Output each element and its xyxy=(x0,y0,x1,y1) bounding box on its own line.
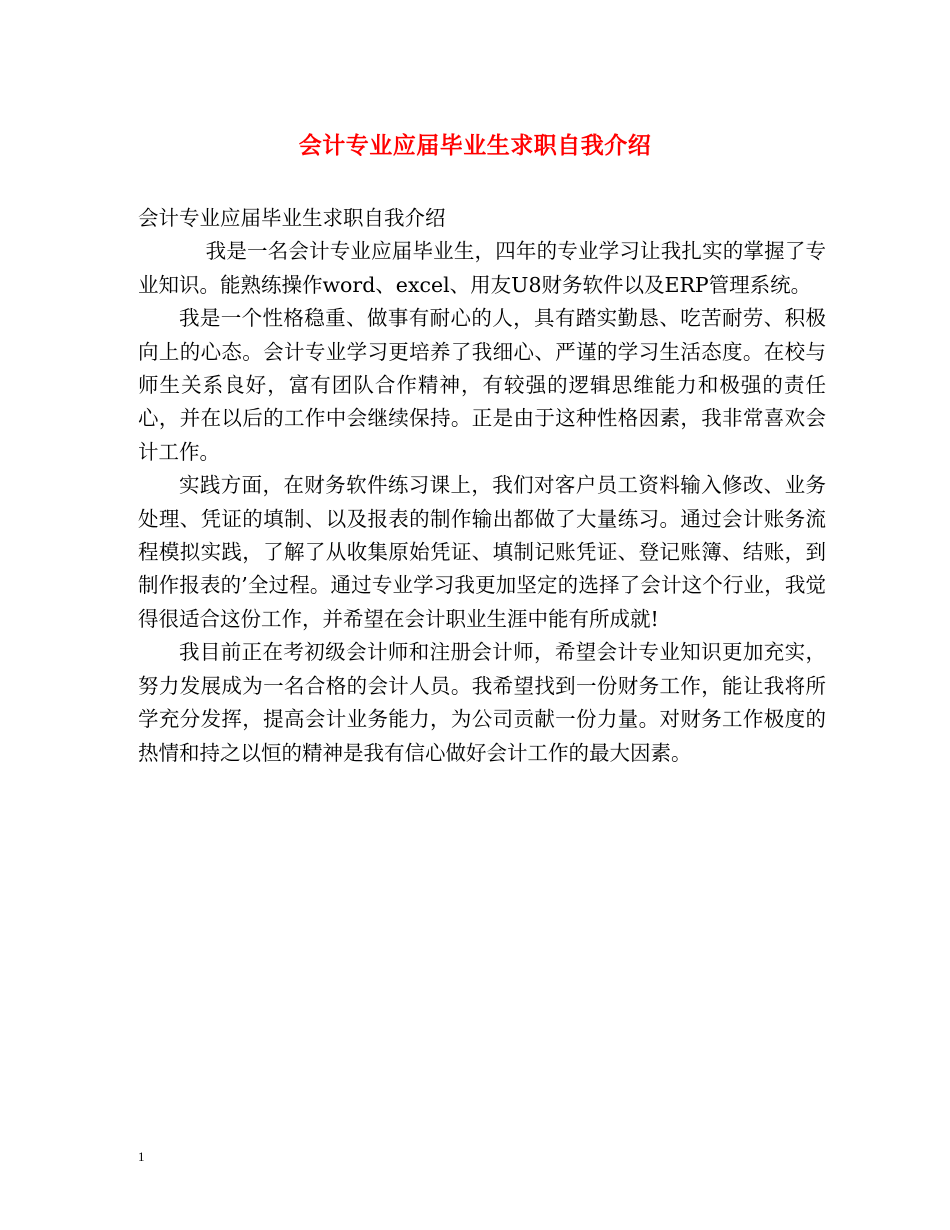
paragraph-3: 实践方面，在财务软件练习课上，我们对客户员工资料输入修改、业务处理、凭证的填制、以及报表的制作输出都做了大量练习。通过会计账务流程模拟实践，了解了从收集原始凭证、填制记账凭证、登记账簿、结账，到制作报表的’全过程。通过专业学习我更加坚定的选择了会计这个行业，我觉得很适合这份工作，并希望在会计职业生涯中能有所成就! xyxy=(138,473,826,631)
document-body xyxy=(138,202,826,770)
paragraph-2: 我是一个性格稳重、做事有耐心的人，具有踏实勤恳、吃苦耐劳、积极向上的心态。会计专业学习更培养了我细心、严谨的学习生活态度。在校与师生关系良好，富有团队合作精神，有较强的逻辑思维能力和极强的责任心，并在以后的工作中会继续保持。正是由于这种性格因素，我非常喜欢会计工作。 xyxy=(138,306,826,464)
paragraph-1: 我是一名会计专业应届毕业生，四年的专业学习让我扎实的掌握了专业知识。能熟练操作word、excel、用友U8财务软件以及ERP管理系统。 xyxy=(138,239,826,297)
paragraph-4: 我目前正在考初级会计师和注册会计师，希望会计专业知识更加充实，努力发展成为一名合格的会计人员。我希望找到一份财务工作，能让我将所学充分发挥，提高会计业务能力，为公司贡献一份力量。对财务工作极度的热情和持之以恒的精神是我有信心做好会计工作的最大因素。 xyxy=(138,640,826,765)
document-title: 会计专业应届毕业生求职自我介绍 xyxy=(298,133,652,159)
document-subtitle: 会计专业应届毕业生求职自我介绍 xyxy=(138,206,446,230)
page-number: 1 xyxy=(138,1149,145,1164)
